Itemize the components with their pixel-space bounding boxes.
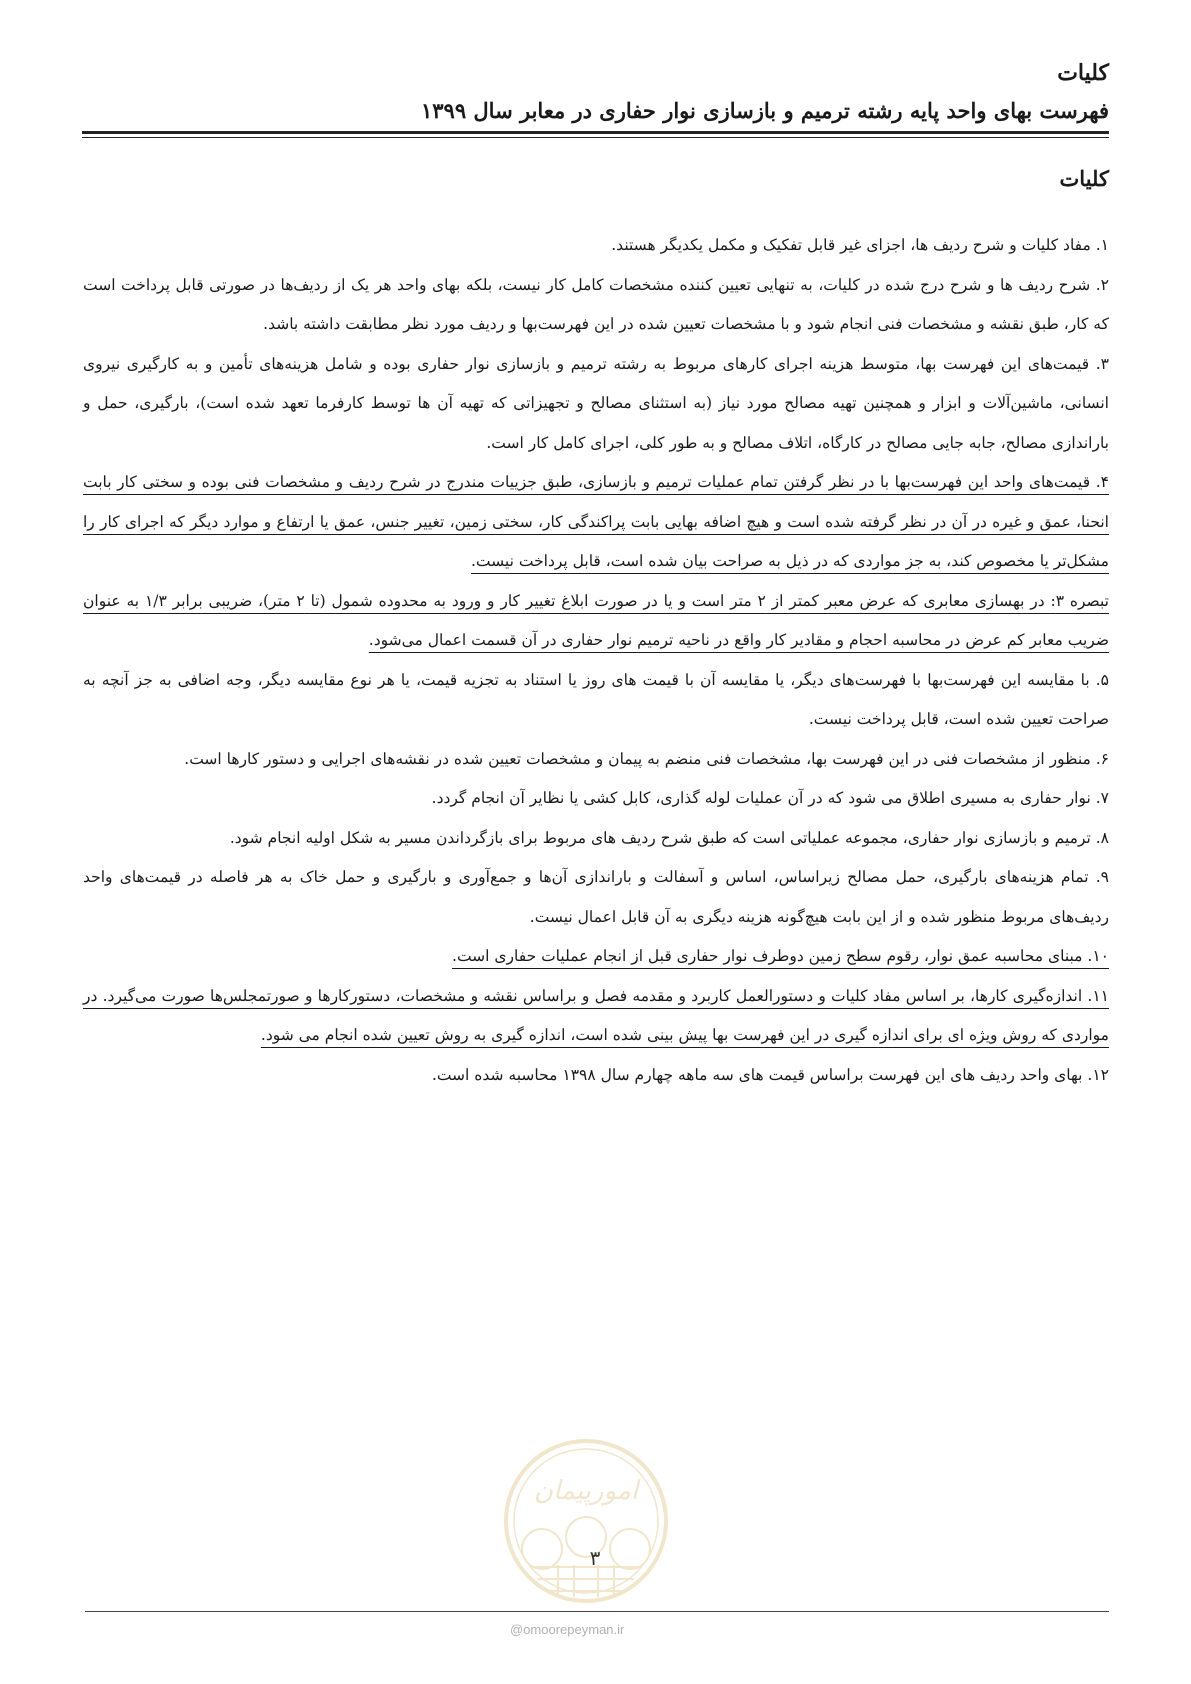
body-content xyxy=(83,226,1109,1095)
footer-rule xyxy=(85,1611,1109,1612)
paragraph-11: ۱۱. اندازه‌گیری کارها، بر اساس مفاد کلیات و دستورالعمل کاربرد و مقدمه فصل و براساس نقشه و مشخصات، دستورکارها و صورتمجلس‌ها صورت می‌گیرد. در مواردی که روش ویژه ای برای اندازه گیری در این فهرست بها پیش بینی شده است، اندازه گیری به روش تعیین شده انجام می شود. xyxy=(83,986,1109,1044)
paragraph-2: ۲. شرح ردیف ها و شرح درج شده در کلیات، به تنهایی تعیین کننده مشخصات کامل کار نیست، بلکه بهای واحد هر یک از ردیف‌ها در صورتی قابل پرداخت است که کار، طبق نقشه و مشخصات فنی انجام شود و با مشخصات تعیین شده در این فهرست‌بها و ردیف مورد نظر مطابقت داشته باشد. xyxy=(83,275,1109,333)
paragraph-1: ۱. مفاد کلیات و شرح ردیف ها، اجزای غیر قابل تفکیک و مکمل یکدیگر هستند. xyxy=(611,236,1109,254)
paragraph-8: ۸. ترمیم و بازسازی نوار حفاری، مجموعه عملیاتی است که طبق شرح ردیف های مربوط برای بازگرداندن مسیر به شکل اولیه انجام شود. xyxy=(229,828,1109,847)
paragraph-4: ۴. قیمت‌های واحد این فهرست‌بها با در نظر گرفتن تمام عملیات ترمیم و بازسازی، طبق جزییات مندرج در شرح ردیف و مشخصات فنی بوده و سختی کار بابت انحنا، عمق و غیره در آن در نظر گرفته شده است و هیچ اضافه بهایی بابت پراکندگی کار، سختی زمین، تغییر جنس، عمق یا ارتفاع و موارد دیگر که اجرای کار را مشکل‌تر یا مخصوص کند، به جز مواردی که در ذیل به صراحت بیان شده است، قابل پرداخت نیست. xyxy=(83,473,1109,570)
paragraph-9: ۹. تمام هزینه‌های بارگیری، حمل مصالح زیراساس، اساس و آسفالت و باراندازی آن‌ها و جمع‌آوری و بارگیری و حمل خاک به هر فاصله در قیمت‌های واحد ردیف‌های مربوط منظور شده و از این بابت هیچ‌گونه هزینه دیگری به آن قابل اعمال نیست. xyxy=(83,868,1109,926)
header-rule-thick xyxy=(82,131,1109,134)
page-number: ۳ xyxy=(589,1546,601,1570)
omoor-peyman-seal-icon xyxy=(502,1437,670,1607)
footer-watermark: @omoorepeyman.ir xyxy=(510,1622,625,1637)
note-3: تبصره ۳: در بهسازی معابری که عرض معبر کمتر از ۲ متر است و یا در صورت ابلاغ تغییر کار و ورود به محدوده شمول (تا ۲ متر)، ضریبی برابر ۱/۳ به عنوان ضریب معابر کم عرض در محاسبه احجام و مقادیر کار واقع در ناحیه ترمیم نوار حفاری در آن قسمت اعمال می‌شود. xyxy=(83,591,1109,649)
logo-text: امورپیمان xyxy=(533,1476,639,1506)
section-title: کلیات xyxy=(1059,166,1109,191)
paragraph-6: ۶. منظور از مشخصات فنی در این فهرست بها، مشخصات فنی منضم به پیمان و مشخصات تعیین شده در نقشه‌های اجرایی و دستور کارها است. xyxy=(184,749,1109,768)
paragraph-7: ۷. نوار حفاری به مسیری اطلاق می شود که در آن عملیات لوله گذاری، کابل کشی یا نظایر آن انجام گردد. xyxy=(431,789,1109,807)
paragraph-12: ۱۲. بهای واحد ردیف های این فهرست براساس قیمت های سه ماهه چهارم سال ۱۳۹۸ محاسبه شده است. xyxy=(431,1065,1109,1084)
paragraph-3: ۳. قیمت‌های این فهرست بها، متوسط هزینه اجرای کارهای مربوط به رشته ترمیم و بازسازی نوار حفاری بوده و شامل هزینه‌های تأمین و به کارگیری نیروی انسانی، ماشین‌آلات و ابزار و همچنین تهیه مصالح مورد نیاز (به استثنای مصالح و تجهیزاتی که تهیه آن ها توسط کارفرما تعهد شده است)، بارگیری، حمل و باراندازی مصالح، جابه جایی مصالح در کارگاه، اتلاف مصالح و به طور کلی، اجرای کامل کار است. xyxy=(83,354,1109,452)
header-title: کلیات xyxy=(1057,60,1109,86)
paragraph-10: ۱۰. مبنای محاسبه عمق نوار، رقوم سطح زمین دوطرف نوار حفاری قبل از انجام عملیات حفاری است. xyxy=(452,947,1109,965)
paragraph-5: ۵. با مقایسه این فهرست‌بها با فهرست‌های دیگر، یا مقایسه آن با قیمت های روز یا استناد به تجزیه قیمت، یا هر نوع مقایسه دیگر، وجه اضافی به جز آنچه به صراحت تعیین شده است، قابل پرداخت نیست. xyxy=(83,670,1109,728)
header-rule-thin xyxy=(82,137,1109,138)
header-subtitle: فهرست بهای واحد پایه رشته ترمیم و بازسازی نوار حفاری در معابر سال ۱۳۹۹ xyxy=(420,98,1109,123)
